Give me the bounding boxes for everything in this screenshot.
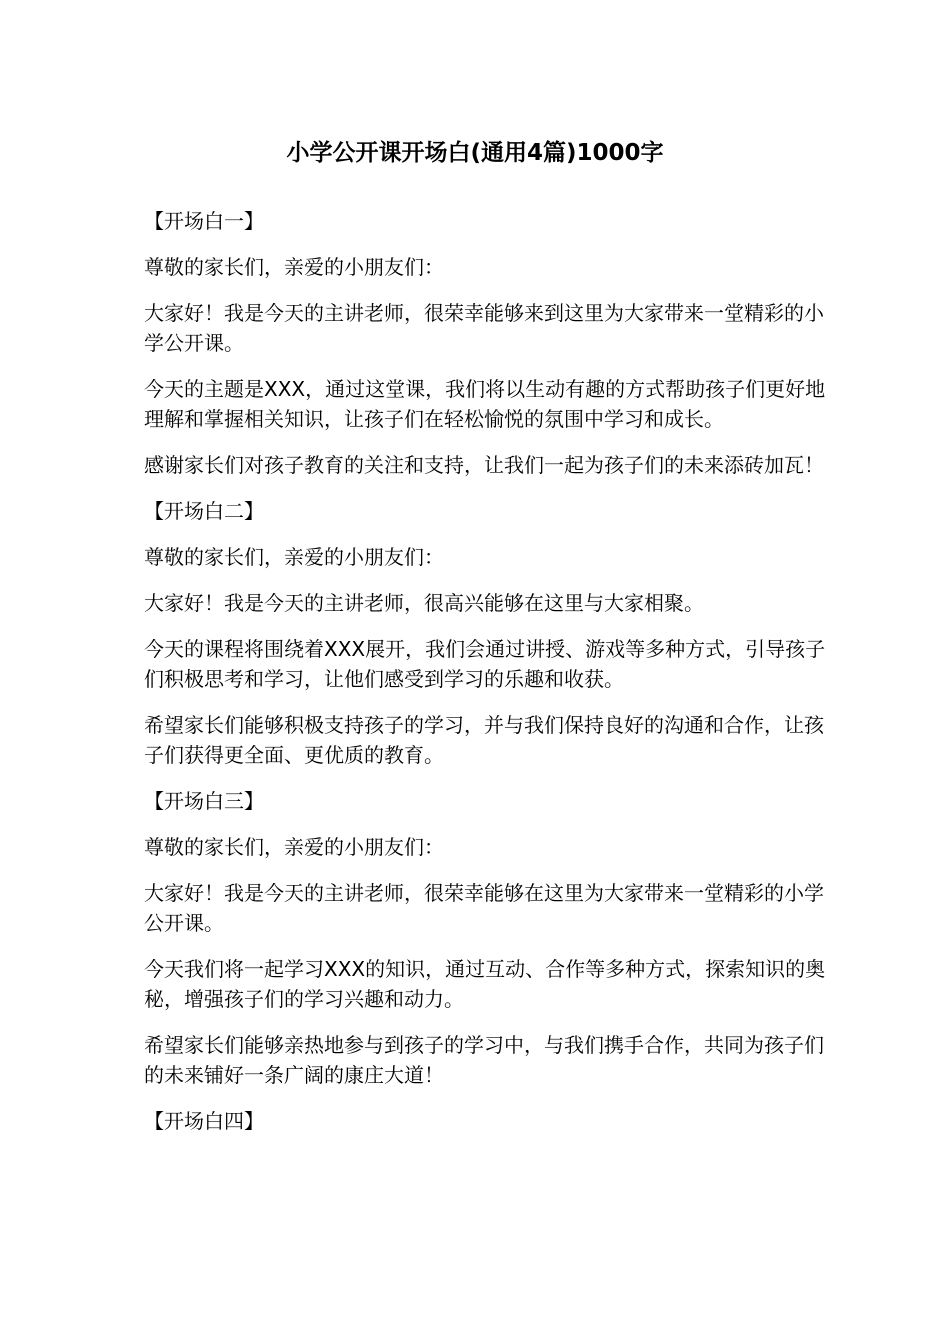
document-body: [144, 206, 834, 1152]
paragraph: 大家好！我是今天的主讲老师，很高兴能够在这里与大家相聚。: [144, 591, 704, 615]
paragraph: 尊敬的家长们，亲爱的小朋友们：: [144, 545, 444, 569]
paragraph: 大家好！我是今天的主讲老师，很荣幸能够在这里为大家带来一堂精彩的小学公开课。: [144, 881, 824, 935]
document-title: 小学公开课开场白(通用4篇)1000字: [286, 140, 664, 166]
paragraph: 今天的课程将围绕着XXX展开，我们会通过讲授、游戏等多种方式，引导孩子们积极思考和学习，让他们感受到学习的乐趣和收获。: [144, 637, 826, 691]
paragraph: 尊敬的家长们，亲爱的小朋友们：: [144, 255, 444, 279]
paragraph: 今天我们将一起学习XXX的知识，通过互动、合作等多种方式，探索知识的奥秘，增强孩子们的学习兴趣和动力。: [144, 957, 826, 1011]
paragraph: 今天的主题是XXX，通过这堂课，我们将以生动有趣的方式帮助孩子们更好地理解和掌握相关知识，让孩子们在轻松愉悦的氛围中学习和成长。: [144, 377, 826, 431]
section-heading-1: 【开场白一】: [144, 209, 264, 233]
paragraph: 感谢家长们对孩子教育的关注和支持，让我们一起为孩子们的未来添砖加瓦！: [144, 453, 824, 477]
section-heading-4: 【开场白四】: [144, 1109, 264, 1133]
paragraph: 希望家长们能够积极支持孩子的学习，并与我们保持良好的沟通和合作，让孩子们获得更全面、更优质的教育。: [144, 713, 824, 767]
section-heading-2: 【开场白二】: [144, 499, 264, 523]
paragraph: 尊敬的家长们，亲爱的小朋友们：: [144, 835, 444, 859]
paragraph: 大家好！我是今天的主讲老师，很荣幸能够来到这里为大家带来一堂精彩的小学公开课。: [144, 301, 824, 355]
paragraph: 希望家长们能够亲热地参与到孩子的学习中，与我们携手合作，共同为孩子们的未来铺好一条广阔的康庄大道！: [144, 1033, 824, 1087]
section-heading-3: 【开场白三】: [144, 789, 264, 813]
